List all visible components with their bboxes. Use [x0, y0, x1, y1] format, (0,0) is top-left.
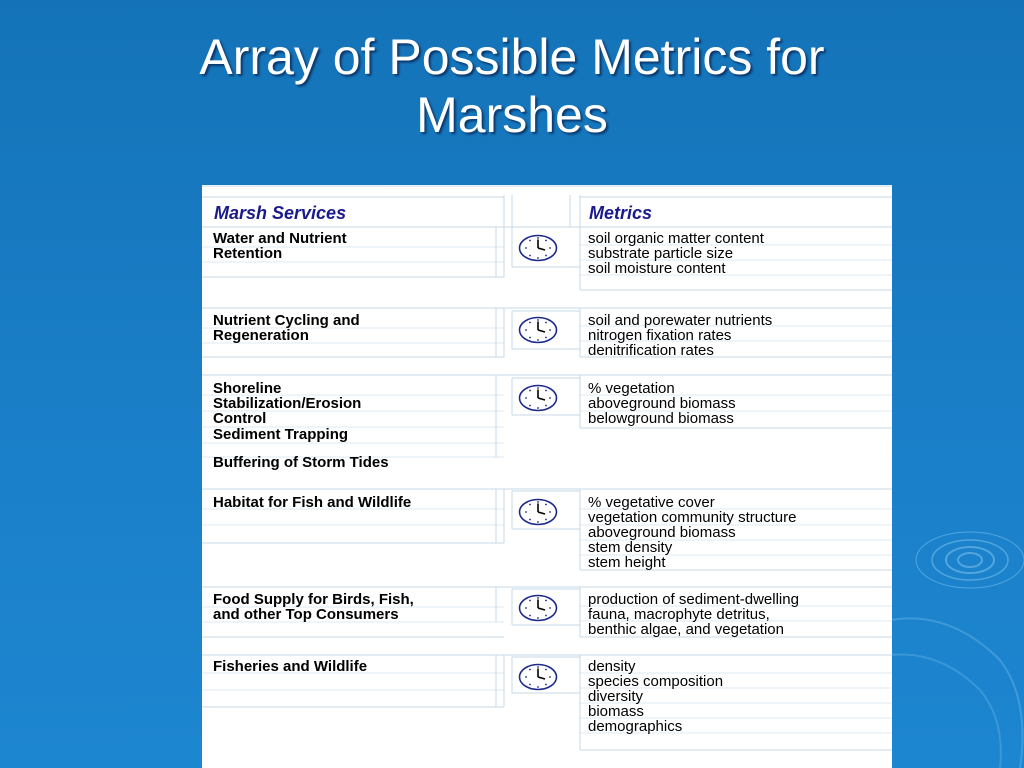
metric-line: substrate particle size [588, 245, 734, 262]
service-line: Sediment Trapping [213, 426, 349, 443]
metric-line: stem height [588, 554, 666, 571]
metric-line: belowground biomass [588, 410, 734, 427]
clock-icon [518, 594, 558, 622]
metric-cell [588, 313, 772, 358]
metric-line: vegetation community structure [588, 509, 797, 526]
clock-icon [518, 234, 558, 262]
metric-line: soil organic matter content [588, 230, 764, 247]
clock-icon [518, 498, 558, 526]
service-line: Fisheries and Wildlife [213, 658, 368, 675]
metric-line: fauna, macrophyte detritus, [588, 606, 770, 623]
service-line: Habitat for Fish and Wildlife [213, 494, 412, 511]
service-cell [213, 659, 367, 674]
service-line: Shoreline [213, 380, 282, 397]
slide-title [0, 28, 1024, 144]
slide-title-line-1: Array of Possible Metrics for [199, 29, 825, 85]
metric-line: nitrogen fixation rates [588, 327, 732, 344]
metric-cell [588, 381, 736, 426]
metric-line: % vegetative cover [588, 494, 715, 511]
service-line: and other Top Consumers [213, 606, 399, 623]
metric-line: density [588, 658, 636, 675]
metric-line: aboveground biomass [588, 395, 736, 412]
slide-title-line-2: Marshes [416, 87, 608, 143]
service-line: Regeneration [213, 327, 309, 344]
metric-line: species composition [588, 673, 724, 690]
service-line: Water and Nutrient [213, 230, 347, 247]
service-line: Stabilization/Erosion [213, 395, 362, 412]
metric-line: soil and porewater nutrients [588, 312, 773, 329]
metric-line: stem density [588, 539, 673, 556]
clock-icon [518, 316, 558, 344]
water-ripple-decoration [890, 470, 1024, 768]
service-line: Control [213, 410, 267, 427]
service-line: Retention [213, 245, 283, 262]
metric-line: soil moisture content [588, 260, 726, 277]
metric-line: production of sediment-dwelling [588, 591, 799, 608]
column-header-marsh-services: Marsh Services [214, 203, 347, 223]
service-cell [213, 313, 360, 343]
metric-line: % vegetation [588, 380, 675, 397]
service-line: Food Supply for Birds, Fish, [213, 591, 414, 608]
metric-line: diversity [588, 688, 644, 705]
metric-cell [588, 495, 796, 570]
service-line: Buffering of Storm Tides [213, 454, 389, 471]
service-cell [213, 231, 347, 261]
metric-line: benthic algae, and vegetation [588, 621, 784, 638]
service-cell [213, 592, 414, 622]
metric-line: biomass [588, 703, 644, 720]
metric-line: denitrification rates [588, 342, 714, 359]
metric-line: aboveground biomass [588, 524, 736, 541]
metric-line: demographics [588, 718, 683, 735]
clock-icon [518, 384, 558, 412]
service-cell [213, 381, 389, 470]
metric-cell [588, 659, 723, 734]
metric-cell [588, 592, 799, 637]
service-cell [213, 495, 411, 510]
column-header-metrics: Metrics [589, 203, 653, 223]
metric-cell [588, 231, 764, 276]
metrics-table [202, 185, 892, 768]
service-line: Nutrient Cycling and [213, 312, 360, 329]
clock-icon [518, 663, 558, 691]
